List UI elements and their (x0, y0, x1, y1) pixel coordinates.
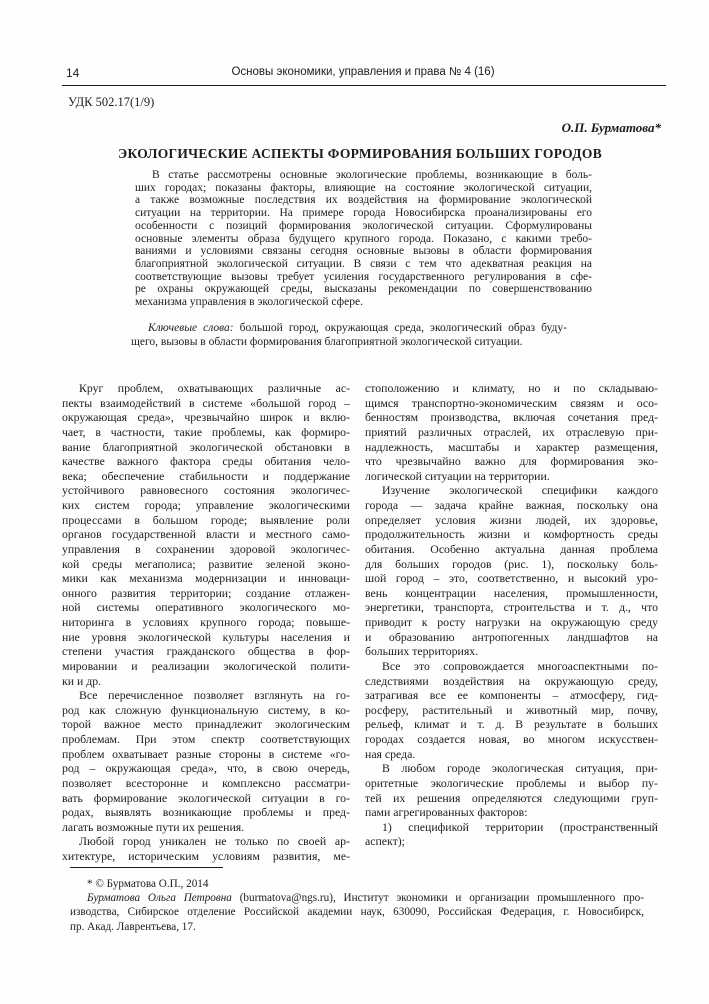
text-line: рельеф, климат и т. д. В результате в больших (365, 717, 658, 732)
keywords-text: большой город, окружающая среда, экологический образ буду- (239, 322, 567, 334)
paragraph (135, 169, 592, 309)
running-head (62, 66, 664, 78)
text-line: органов государственной власти и местного само- (62, 527, 350, 542)
text-line: оритетные экологические проблемы и выбор пу- (365, 775, 658, 790)
text-line: ситуации на территории. На примере города Новосибирска проанализированы его (135, 207, 592, 220)
text-line: проблемам. При этом спектр соответствующих (62, 732, 350, 746)
text-line: вание благоприятной экологической обстановки в (62, 439, 350, 454)
footnote-author-name: Бурматова Ольга Петровна (87, 892, 232, 905)
text-line: процессами в большом городе; выявление роли (62, 512, 350, 527)
text-line: надлежность, масштабы и характер размещения, (365, 439, 658, 454)
text-line: ная среда. (365, 746, 416, 761)
header-rule (62, 85, 666, 86)
text-line: позволяет всесторонне и комплексно рассматри- (62, 775, 350, 790)
text-line: Все перечисленное позволяет взглянуть на го- (79, 688, 350, 703)
paragraph (365, 761, 658, 820)
text-line: В статье рассмотрены основные экологические проблемы, возникающие в боль- (152, 169, 592, 181)
text-line: для больших городов (рис. 1), поскольку боль- (365, 556, 658, 571)
text-line: приятий различных отраслей, их отраслевую при- (365, 424, 658, 439)
page-number: 14 (66, 66, 80, 80)
text-line: чает, в частности, такие проблемы, как формиро- (62, 424, 350, 439)
text-line: Любой город уникален не только по своей ар- (79, 834, 350, 849)
keywords-label: Ключевые слова: (148, 322, 234, 334)
text-line: аспект); (365, 834, 405, 849)
udc-code: УДК 502.17(1/9) (68, 95, 155, 109)
text-line: Круг проблем, охватывающих различные ас- (79, 381, 350, 395)
paragraph (365, 483, 658, 659)
text-line: ние уровня экологической культуры населения и (62, 629, 350, 644)
text-line: города — задача крайне важная, поскольку она (365, 498, 658, 512)
text-line: ниторинга в условиях крупного города; повыше- (62, 615, 350, 629)
text-line: 1) спецификой территории (пространственный (382, 819, 658, 834)
keywords-line-2: щего, вызовы в области формирования благоприятной экологической ситуации. (131, 335, 523, 348)
text-line: века; обеспечение стабильности и поддержание (62, 468, 350, 483)
keywords-block (131, 322, 567, 349)
text-line: онного развития территории; создание отлажен- (62, 585, 350, 600)
text-line: хитектуре, историческим условиям развития, ме- (62, 849, 350, 863)
text-line: шой город – это, соответственно, и высокий уро- (365, 571, 658, 586)
article-title: ЭКОЛОГИЧЕСКИЕ АСПЕКТЫ ФОРМИРОВАНИЯ БОЛЬШИХ ГОРОДОВ (118, 146, 602, 161)
text-line: кой среды мегаполиса; развитие зеленой эконо- (62, 556, 350, 571)
text-line: тей их решения определяются следующими груп- (365, 790, 658, 805)
paragraph (62, 834, 350, 863)
text-line: окружающая среда», чрезвычайно широк и вклю- (62, 410, 350, 425)
text-line: больших территориях. (365, 644, 479, 659)
text-line: основные элементы образа будущего крупного города. Показано, с какими требо- (135, 232, 592, 245)
text-line: приводит к росту нагрузки на окружающую среду (365, 615, 658, 629)
text-line: благоприятной экологической ситуации. В связи с тем что адекватная реакция на (135, 257, 592, 270)
right-column (365, 381, 658, 849)
paragraph (62, 688, 350, 834)
author-name: О.П. Бурматова* (561, 120, 661, 135)
text-line: продолжительность жизни и комфортность среды (365, 527, 658, 542)
text-line: определяет условия жизни людей, их здоровье, (365, 512, 658, 527)
text-line: управления в сохранении здоровой экологичес- (62, 541, 350, 556)
paragraph (365, 659, 658, 761)
text-line: устойчивого равновесного состояния экологичес- (62, 483, 350, 498)
affiliation-line-2: изводства, Сибирское отделение Российской академии наук, 630090, Российская Федерация, г. Новосибирск, (70, 906, 644, 919)
text-line: качестве важного фактора среды обитания чело- (62, 454, 350, 469)
text-line: проблем охватывает разные стороны в системе «го- (62, 746, 350, 761)
text-line: В любом городе экологическая ситуация, при- (382, 761, 658, 776)
text-line: бенностям производства, включая сочетания пред- (365, 410, 658, 425)
text-line: пами агрегированных факторов: (365, 805, 528, 820)
text-line: следствиями воздействия на окружающую среду, (365, 673, 658, 688)
text-line: соответствующие вызовы требует усиления государственного регулирования в сфе- (135, 270, 592, 283)
text-line: степени участия гражданского общества в фор- (62, 644, 350, 659)
text-line: ших городах; показаны факторы, влияющие на состояние экологической ситуации, (135, 181, 592, 194)
text-line: логической ситуации на территории. (365, 468, 550, 483)
affiliation-line-3: пр. Акад. Лаврентьева, 17. (70, 920, 196, 933)
text-line: энергетики, транспорта, строительства и т. д., что (365, 600, 658, 615)
text-line: а также возможные последствия их воздействия на формирование экологической (135, 194, 592, 207)
paragraph (365, 381, 658, 483)
footnote (70, 877, 644, 934)
text-line: мики как механизма модернизации и инноваци- (62, 571, 350, 586)
text-line: особенности с позиций формирования экологической ситуации. Сформулированы (135, 219, 592, 232)
text-line: вать формирование экологической ситуации в го- (62, 790, 350, 805)
text-line: городах создается новая, во многом искусствен- (365, 732, 658, 746)
text-line: ной системы оперативного экологического мо- (62, 600, 350, 615)
text-line: родах, выявлять возникающие проблемы и пред- (62, 805, 350, 820)
text-line: пекты взаимодействий в системе «большой город – (62, 395, 350, 410)
text-line: ки и др. (62, 673, 102, 688)
text-line: ваниями и условиями связаны сегодня основные вызовы в области формирования (135, 245, 592, 258)
text-line: Все это сопровождается многоаспектными по- (382, 658, 658, 673)
text-line: ких систем города; управление экологическими (62, 498, 350, 512)
text-line: щимся транспортно-экономическим связям и осо- (365, 395, 658, 410)
text-line: мировании и реализации экологической полити- (62, 658, 350, 673)
text-line: род как сложную функциональную систему, в ко- (62, 702, 350, 717)
text-line: обитания. Особенно актуальна данная проблема (365, 541, 658, 556)
text-line: стоположению и климату, но и по складываю- (365, 381, 658, 395)
text-line: род – окружающая среда», что, в свою очередь, (62, 761, 350, 776)
footnote-rule (70, 867, 223, 868)
keywords-line-1 (131, 322, 567, 336)
text-line: вень концентрации населения, промышленности, (365, 585, 658, 600)
paragraph (62, 381, 350, 688)
left-column (62, 381, 350, 864)
text-line: росферу, растительный и животный мир, почву, (365, 702, 658, 717)
paragraph (365, 820, 658, 849)
text-line: затрагивая все ее компоненты – атмосферу, гид- (365, 688, 658, 703)
abstract (135, 169, 592, 309)
footnote-affiliation-start: (burmatova@ngs.ru), Институт экономики и организации промышленного про- (231, 892, 644, 905)
text-line: лагать возможные пути их решения. (62, 819, 245, 834)
copyright-line: * © Бурматова О.П., 2014 (87, 878, 209, 890)
text-line: механизма управления в экологической сфере. (135, 296, 363, 309)
text-line: и образованию антропогенных ландшафтов на (365, 629, 658, 644)
affiliation-line-1 (70, 891, 644, 905)
journal-title: Основы экономики, управления и права № 4 (16) (231, 66, 495, 78)
text-line: ре охраны окружающей среды, высказаны рекомендации по совершенствованию (135, 283, 592, 296)
text-line: торой важное место принадлежит экологическим (62, 717, 350, 732)
text-line: что чрезвычайно важно для формирования эко- (365, 454, 658, 469)
text-line: Изучение экологической специфики каждого (382, 483, 658, 498)
